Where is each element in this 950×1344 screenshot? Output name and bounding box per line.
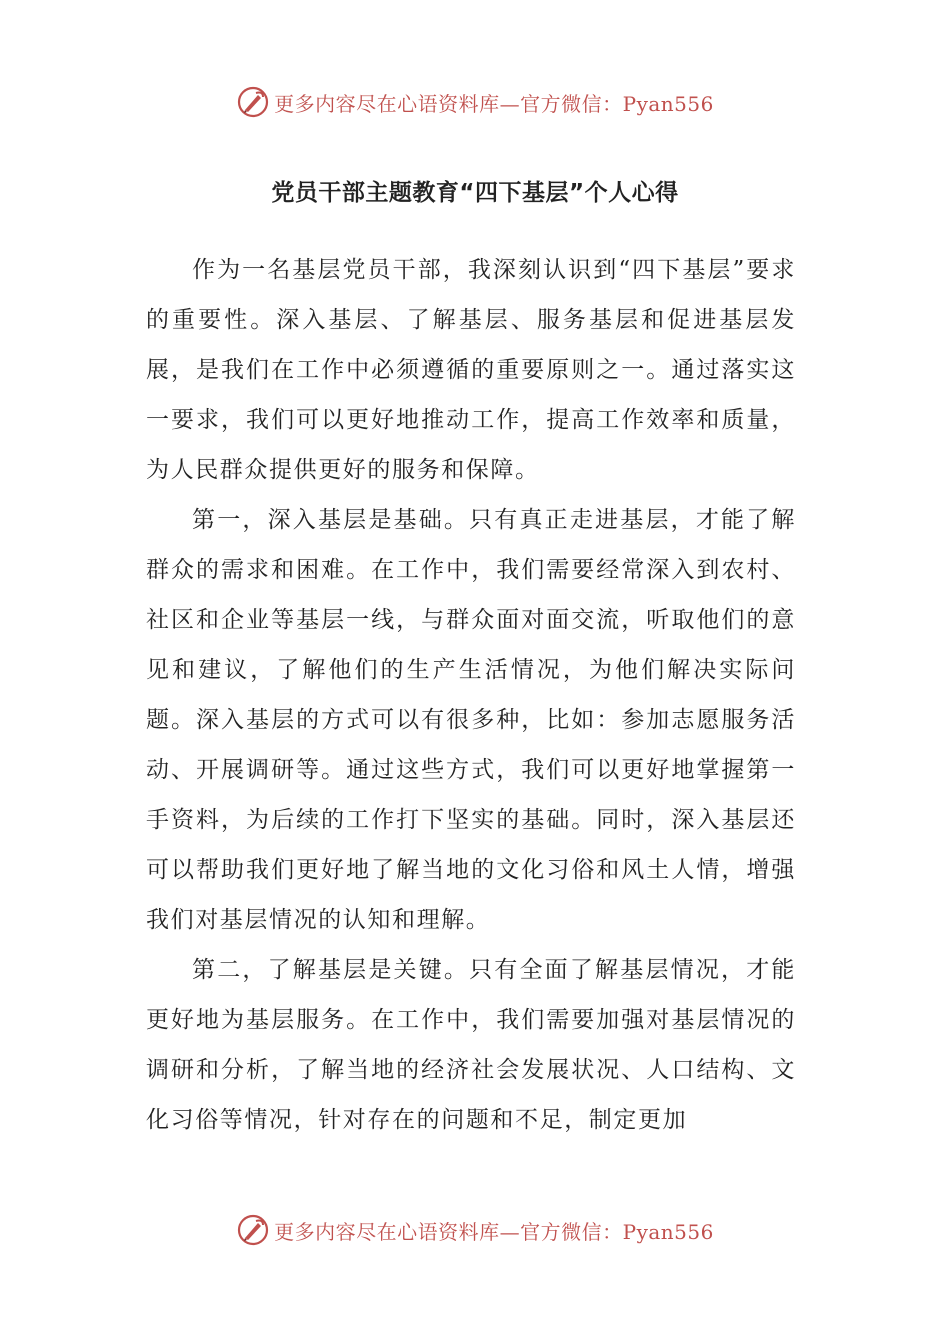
header-banner bbox=[0, 82, 950, 122]
pen-logo-icon bbox=[236, 1213, 270, 1247]
header-banner-text: 更多内容尽在心语资料库—官方微信：Pyan556 bbox=[274, 91, 714, 116]
footer-banner bbox=[0, 1210, 950, 1250]
footer-banner-text: 更多内容尽在心语资料库—官方微信：Pyan556 bbox=[274, 1219, 714, 1244]
page-title: 党员干部主题教育“四下基层”个人心得 bbox=[271, 180, 679, 206]
document-body bbox=[146, 245, 796, 1145]
paragraph-3: 第二，了解基层是关键。只有全面了解基层情况，才能更好地为基层服务。在工作中，我们需要加强对基层情况的调研和分析，了解当地的经济社会发展状况、人口结构、文化习俗等情况，针对存在的问题和不足，制定更加 bbox=[146, 957, 796, 1133]
pen-logo-icon bbox=[236, 85, 270, 119]
paragraph-2: 第一，深入基层是基础。只有真正走进基层，才能了解群众的需求和困难。在工作中，我们需要经常深入到农村、社区和企业等基层一线，与群众面对面交流，听取他们的意见和建议，了解他们的生产生活情况，为他们解决实际问题。深入基层的方式可以有很多种，比如：参加志愿服务活动、开展调研等。通过这些方式，我们可以更好地掌握第一手资料，为后续的工作打下坚实的基础。同时，深入基层还可以帮助我们更好地了解当地的文化习俗和风土人情，增强我们对基层情况的认知和理解。 bbox=[146, 507, 796, 933]
paragraph-1: 作为一名基层党员干部，我深刻认识到“四下基层”要求的重要性。深入基层、了解基层、服务基层和促进基层发展，是我们在工作中必须遵循的重要原则之一。通过落实这一要求，我们可以更好地推动工作，提高工作效率和质量，为人民群众提供更好的服务和保障。 bbox=[146, 257, 796, 483]
